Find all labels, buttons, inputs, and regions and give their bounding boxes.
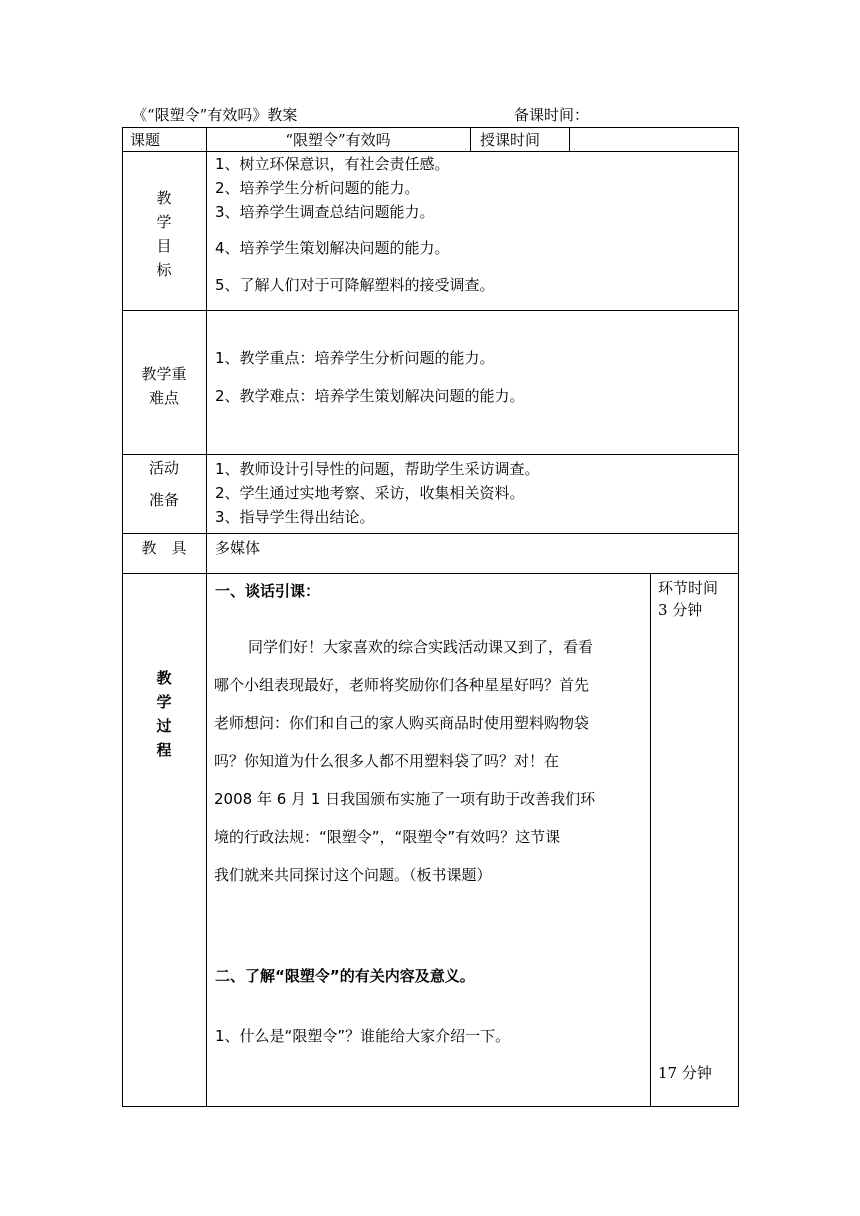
paragraph-line: 吗？你知道为什么很多人都不用塑料袋了吗？对！在 bbox=[214, 752, 560, 770]
preparation-item: 3、指导学生得出结论。 bbox=[215, 508, 375, 526]
label-char: 程 bbox=[156, 741, 172, 759]
paragraph-line: 哪个小组表现最好，老师将奖励你们各种星星好吗？首先 bbox=[214, 676, 590, 694]
time-cell-divider bbox=[569, 127, 570, 152]
label-line: 教学重 bbox=[141, 365, 187, 383]
paragraph-line: 我们就来共同探讨这个问题。（板书课题） bbox=[214, 866, 492, 884]
objective-item: 5、了解人们对于可降解塑料的接受调查。 bbox=[215, 276, 495, 294]
table-border-top bbox=[122, 127, 739, 128]
label-line: 难点 bbox=[148, 389, 179, 407]
label-char: 学 bbox=[156, 693, 172, 711]
topic-label: 课题 bbox=[130, 131, 161, 149]
section-heading: 一、谈话引课： bbox=[215, 582, 321, 600]
paragraph-line: 同学们好！大家喜欢的综合实践活动课又到了，看看 bbox=[248, 638, 594, 656]
paragraph-line: 2008 年 6 月 1 日我国颁布实施了一项有助于改善我们环 bbox=[214, 790, 596, 808]
tools-label: 教 具 bbox=[141, 539, 187, 557]
label-char: 教 bbox=[156, 669, 172, 687]
time-value: 17 分钟 bbox=[658, 1064, 712, 1082]
label-column-divider bbox=[206, 127, 207, 1107]
preparation-item: 1、教师设计引导性的问题，帮助学生采访调查。 bbox=[215, 460, 540, 478]
tools-value: 多媒体 bbox=[215, 539, 261, 557]
table-border-right bbox=[738, 127, 739, 1107]
row-divider bbox=[122, 573, 739, 574]
document-title: 《“限塑令”有效吗》教案 bbox=[132, 106, 298, 124]
time-column-divider bbox=[650, 573, 651, 1107]
objective-item: 2、培养学生分析问题的能力。 bbox=[215, 179, 420, 197]
process-label bbox=[122, 667, 206, 763]
row-divider bbox=[122, 454, 739, 455]
document-header bbox=[132, 104, 738, 126]
time-column-header: 环节时间 bbox=[658, 579, 719, 597]
time-value: 3 分钟 bbox=[658, 601, 703, 619]
prep-time-label: 备课时间： bbox=[514, 106, 590, 124]
label-line: 活动 bbox=[148, 459, 179, 477]
label-char: 标 bbox=[156, 261, 172, 279]
objectives-label bbox=[122, 187, 206, 283]
topic-cell-divider bbox=[470, 127, 471, 152]
row-divider bbox=[122, 310, 739, 311]
label-char: 目 bbox=[156, 237, 172, 255]
row-divider bbox=[122, 151, 739, 152]
objective-item: 1、树立环保意识，有社会责任感。 bbox=[215, 155, 450, 173]
label-char: 教 bbox=[156, 189, 172, 207]
key-point-item: 2、教学难点：培养学生策划解决问题的能力。 bbox=[215, 387, 525, 405]
label-char: 过 bbox=[156, 717, 172, 735]
objective-item: 4、培养学生策划解决问题的能力。 bbox=[215, 239, 450, 257]
label-char: 学 bbox=[156, 213, 172, 231]
paragraph-line: 境的行政法规：“限塑令”，“限塑令”有效吗？这节课 bbox=[214, 828, 561, 846]
preparation-label bbox=[122, 458, 206, 510]
key-points-label bbox=[122, 362, 206, 410]
table-border-bottom bbox=[122, 1106, 739, 1107]
key-point-item: 1、教学重点：培养学生分析问题的能力。 bbox=[215, 349, 495, 367]
row-divider bbox=[122, 533, 739, 534]
preparation-item: 2、学生通过实地考察、采访，收集相关资料。 bbox=[215, 484, 525, 502]
paragraph-line: 老师想问：你们和自己的家人购买商品时使用塑料购物袋 bbox=[214, 714, 590, 732]
question-item: 1、什么是“限塑令”？谁能给大家介绍一下。 bbox=[215, 1027, 511, 1045]
intro-paragraph bbox=[214, 628, 646, 894]
class-time-label: 授课时间 bbox=[480, 131, 541, 149]
objective-item: 3、培养学生调查总结问题能力。 bbox=[215, 203, 435, 221]
label-line: 准备 bbox=[148, 491, 179, 509]
topic-value: “限塑令”有效吗 bbox=[285, 131, 391, 149]
section-heading: 二、了解“限塑令”的有关内容及意义。 bbox=[215, 967, 475, 985]
